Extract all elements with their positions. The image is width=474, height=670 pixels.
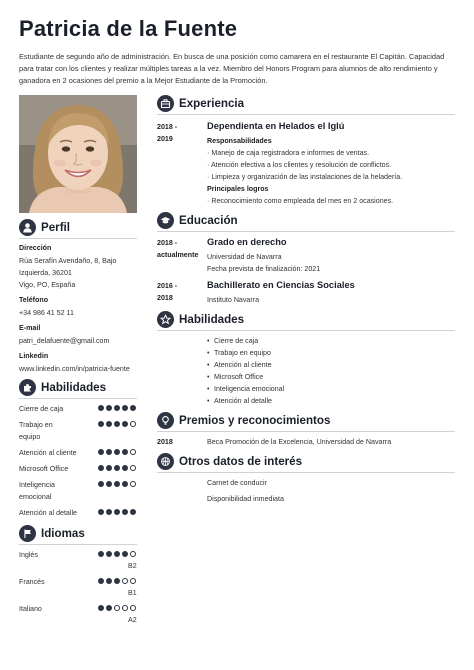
email-value: patri_delafuente@gmail.com	[19, 337, 110, 345]
rating-dot-filled	[98, 421, 104, 427]
email-label: E-mail	[19, 324, 41, 332]
responsibility-item: · Atención efectiva a los clientes y resolución de conflictos.	[207, 161, 392, 169]
candidate-name: Patricia de la Fuente	[19, 16, 238, 41]
rating-dot-filled	[122, 449, 128, 455]
skill-list-item: • Microsoft Office	[207, 373, 263, 381]
experience-title: Experiencia	[179, 97, 245, 110]
rating-dot-filled	[114, 481, 120, 487]
rating-dot-filled	[114, 405, 120, 411]
rating-dot-filled	[114, 509, 120, 515]
skill-list-item: • Atención al detalle	[207, 397, 272, 405]
language-name: Inglés	[19, 551, 38, 559]
experience-section-header	[157, 95, 244, 112]
responsibilities-label: Responsabilidades	[207, 137, 272, 145]
divider	[157, 330, 455, 331]
skill-rating	[98, 509, 136, 515]
language-rating	[98, 551, 136, 557]
basketball-icon	[157, 453, 174, 470]
divider	[19, 398, 137, 399]
achievements-label: Principales logros	[207, 185, 269, 193]
rating-dot-filled	[98, 605, 104, 611]
right-skills-section-header	[157, 311, 244, 328]
puzzle-icon	[19, 379, 36, 396]
skill-list-item: • Trabajo en equipo	[207, 349, 271, 357]
rating-dot-empty	[130, 605, 136, 611]
language-rating	[98, 578, 136, 584]
profile-section-header	[19, 219, 70, 236]
rating-dot-filled	[98, 465, 104, 471]
rating-dot-filled	[130, 405, 136, 411]
rating-dot-filled	[114, 578, 120, 584]
language-name: Francés	[19, 578, 45, 586]
rating-dot-filled	[114, 465, 120, 471]
skill-name: emocional	[19, 493, 52, 501]
rating-dot-empty	[130, 465, 136, 471]
user-icon	[19, 219, 36, 236]
rating-dot-filled	[106, 449, 112, 455]
skill-list-item: • Cierre de caja	[207, 337, 258, 345]
languages-section-header	[19, 525, 85, 542]
rating-dot-empty	[122, 578, 128, 584]
education-line: Universidad de Navarra	[207, 253, 282, 261]
award-year: 2018	[157, 438, 173, 446]
rating-dot-filled	[98, 449, 104, 455]
rating-dot-empty	[130, 481, 136, 487]
achievement-item: · Reconocimiento como empleada del mes en 2 ocasiones.	[207, 197, 394, 205]
other-title: Otros datos de interés	[179, 455, 303, 468]
other-item: Disponibilidad inmediata	[207, 495, 284, 503]
divider	[157, 114, 455, 115]
rating-dot-filled	[98, 551, 104, 557]
rating-dot-filled	[122, 551, 128, 557]
skill-list-item: • Inteligencia emocional	[207, 385, 284, 393]
award-text: Beca Promoción de la Excelencia, Universidad de Navarra	[207, 438, 392, 446]
rating-dot-filled	[122, 421, 128, 427]
divider	[157, 431, 455, 432]
rating-dot-filled	[106, 551, 112, 557]
flag-icon	[19, 525, 36, 542]
skill-name: equipo	[19, 433, 41, 441]
education-line: Instituto Navarra	[207, 296, 260, 304]
rating-dot-filled	[98, 405, 104, 411]
education-date: 2018	[157, 294, 173, 302]
divider	[19, 238, 137, 239]
divider	[157, 472, 455, 473]
language-level: B1	[128, 589, 137, 597]
summary-text: Estudiante de segundo año de administración. En busca de una posición como camarera en el restaurante El Capitán. Capacidad para tratar con los clientes y realizar múltiples tareas a la vez. Miembro del Honors Program para alumnos de alto rendimiento y ganadora en 2 ocasiones del premio a la Mejor Estudiante de la Promoción.	[19, 52, 445, 85]
responsibility-item: · Limpieza y organización de las instalaciones de la heladería.	[207, 173, 403, 181]
education-date: actualmente	[157, 251, 199, 259]
star-icon	[157, 311, 174, 328]
phone-value: +34 986 41 52 11	[19, 309, 74, 317]
rating-dot-filled	[130, 509, 136, 515]
lightbulb-icon	[157, 412, 174, 429]
graduation-cap-icon	[157, 212, 174, 229]
rating-dot-filled	[106, 421, 112, 427]
rating-dot-empty	[130, 421, 136, 427]
education-section-header	[157, 212, 238, 229]
rating-dot-filled	[114, 551, 120, 557]
skill-name: Cierre de caja	[19, 405, 64, 413]
profile-photo	[19, 95, 137, 213]
phone-label: Teléfono	[19, 296, 49, 304]
skill-name: Atención al cliente	[19, 449, 77, 457]
linkedin-label: Linkedin	[19, 352, 49, 360]
skill-rating	[98, 405, 136, 411]
rating-dot-filled	[106, 465, 112, 471]
address-line: Vigo, PO, España	[19, 281, 76, 289]
awards-title: Premios y reconocimientos	[179, 414, 331, 427]
divider	[19, 544, 137, 545]
job-title: Dependienta en Helados el Iglú	[207, 121, 345, 131]
rating-dot-filled	[122, 509, 128, 515]
education-date: 2016 -	[157, 282, 178, 290]
skill-name: Atención al detalle	[19, 509, 77, 517]
language-level: A2	[128, 616, 137, 624]
education-line: Fecha prevista de finalización: 2021	[207, 265, 321, 273]
rating-dot-filled	[106, 481, 112, 487]
rating-dot-filled	[106, 405, 112, 411]
job-date: 2019	[157, 135, 173, 143]
language-rating	[98, 605, 136, 611]
address-line: Rúa Serafín Avendaño, 8, Bajo	[19, 257, 117, 265]
linkedin-value: www.linkedin.com/in/patricia-fuente	[19, 365, 130, 373]
skill-name: Inteligencia	[19, 481, 55, 489]
rating-dot-filled	[122, 465, 128, 471]
job-date: 2018 -	[157, 123, 178, 131]
skill-name: Microsoft Office	[19, 465, 69, 473]
rating-dot-empty	[130, 578, 136, 584]
education-title: Educación	[179, 214, 238, 227]
other-section-header	[157, 453, 302, 470]
skill-rating	[98, 421, 136, 427]
address-label: Dirección	[19, 244, 52, 252]
rating-dot-filled	[98, 509, 104, 515]
education-title: Bachillerato en Ciencias Sociales	[207, 280, 355, 290]
left-skills-section-header	[19, 379, 106, 396]
skill-rating	[98, 449, 136, 455]
rating-dot-empty	[114, 605, 120, 611]
rating-dot-filled	[98, 481, 104, 487]
skill-name: Trabajo en	[19, 421, 53, 429]
education-title: Grado en derecho	[207, 237, 287, 247]
rating-dot-filled	[106, 578, 112, 584]
rating-dot-empty	[130, 449, 136, 455]
skill-list-item: • Atención al cliente	[207, 361, 272, 369]
languages-title: Idiomas	[41, 527, 85, 540]
responsibility-item: · Manejo de caja registradora e informes de ventas.	[207, 149, 370, 157]
rating-dot-filled	[106, 509, 112, 515]
rating-dot-filled	[122, 405, 128, 411]
rating-dot-filled	[114, 421, 120, 427]
profile-title: Perfil	[41, 221, 70, 234]
left-skills-title: Habilidades	[41, 381, 107, 394]
awards-section-header	[157, 412, 330, 429]
rating-dot-empty	[130, 551, 136, 557]
language-level: B2	[128, 562, 137, 570]
divider	[157, 231, 455, 232]
rating-dot-filled	[98, 578, 104, 584]
rating-dot-filled	[106, 605, 112, 611]
rating-dot-empty	[122, 605, 128, 611]
education-date: 2018 -	[157, 239, 178, 247]
right-skills-title: Habilidades	[179, 313, 245, 326]
language-name: Italiano	[19, 605, 42, 613]
briefcase-icon	[157, 95, 174, 112]
skill-rating	[98, 465, 136, 471]
rating-dot-filled	[114, 449, 120, 455]
rating-dot-filled	[122, 481, 128, 487]
address-line: Izquierda, 36201	[19, 269, 72, 277]
other-item: Carnet de conducir	[207, 479, 267, 487]
skill-rating	[98, 481, 136, 487]
